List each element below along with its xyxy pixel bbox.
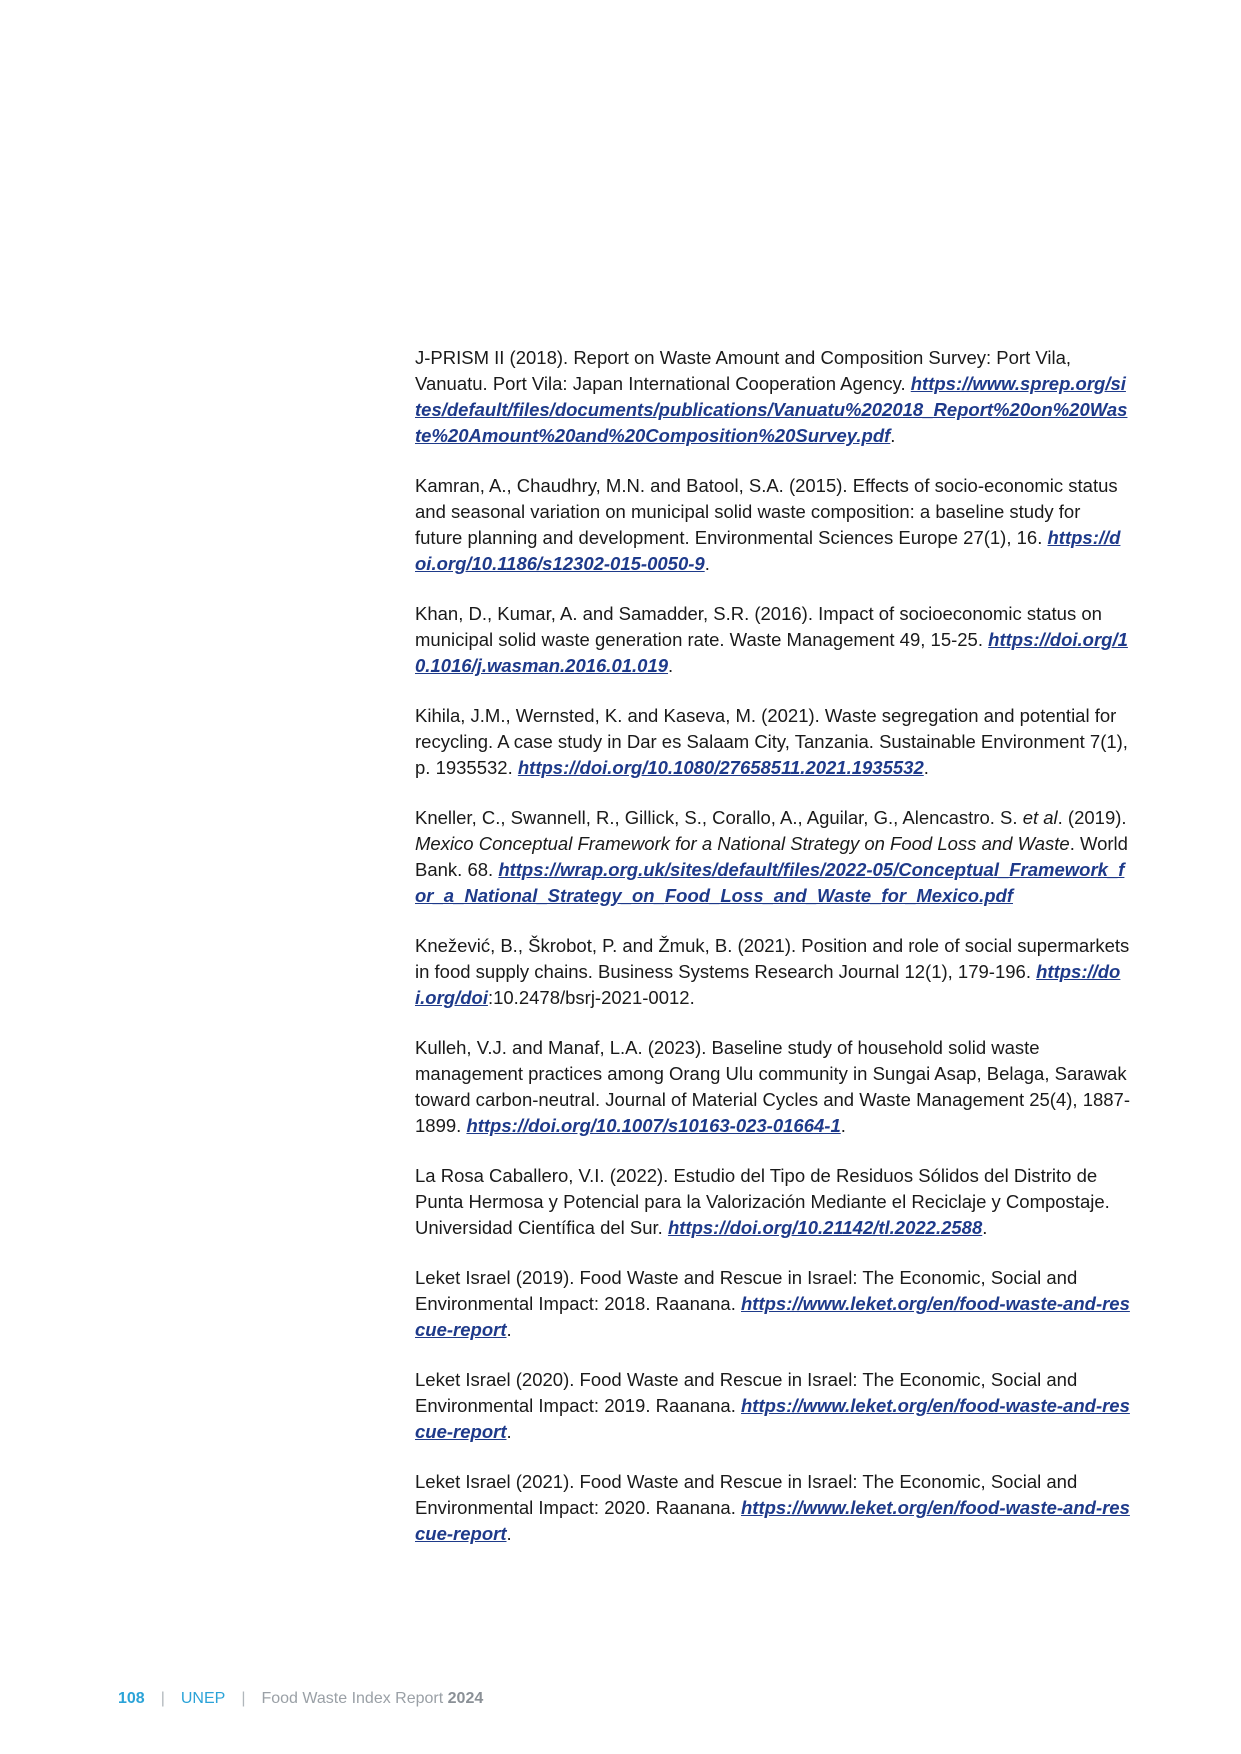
reference-link[interactable]: https://www.leket.org/en/food-waste-and-rescue-report <box>415 1497 1130 1544</box>
reference-link[interactable]: https://doi.org/10.1007/s10163-023-01664-1 <box>466 1115 841 1136</box>
reference-leket-2021: Leket Israel (2021). Food Waste and Rescue in Israel: The Economic, Social and Environmental Impact: 2020. Raanana. https://www.leket.org/en/food-waste-and-rescue-report. <box>415 1471 1130 1544</box>
reference-kulleh-2023: Kulleh, V.J. and Manaf, L.A. (2023). Baseline study of household solid waste management practices among Orang Ulu community in Sungai Asap, Belaga, Sarawak toward carbon-neutral. Journal of Material Cycles and Waste Management 25(4), 1887-1899. https://doi.org/10.1007/s10163-023-01664-1. <box>415 1037 1131 1136</box>
page-number: 108 <box>118 1690 145 1707</box>
reference-link[interactable]: https://www.leket.org/en/food-waste-and-rescue-report <box>415 1395 1130 1442</box>
reference-link[interactable]: https://doi.org/10.21142/tl.2022.2588 <box>667 1217 983 1238</box>
page-footer <box>118 1690 483 1708</box>
reference-jprism-2018: J-PRISM II (2018). Report on Waste Amount and Composition Survey: Port Vila, Vanuatu. Port Vila: Japan International Cooperation Agency. https://www.sprep.org/sites/default/files/documents/publications/Vanuatu%202018_Report%20on%20Waste%20Amount%20and%20Composition%20Survey.pdf. <box>415 347 1128 446</box>
reference-leket-2020: Leket Israel (2020). Food Waste and Rescue in Israel: The Economic, Social and Environmental Impact: 2019. Raanana. https://www.leket.org/en/food-waste-and-rescue-report. <box>415 1369 1130 1442</box>
reference-link[interactable]: https://wrap.org.uk/sites/default/files/2022-05/Conceptual_Framework_for_a_National_Strategy_on_Food_Loss_and_Waste_for_Mexico.pdf <box>415 859 1125 906</box>
reference-link[interactable]: https://doi.org/10.1016/j.wasman.2016.01.019 <box>415 629 1128 676</box>
reference-khan-2016: Khan, D., Kumar, A. and Samadder, S.R. (2016). Impact of socioeconomic status on municipal solid waste generation rate. Waste Management 49, 15-25. https://doi.org/10.1016/j.wasman.2016.01.019. <box>415 603 1128 676</box>
footer-report-year: 2024 <box>447 1690 484 1707</box>
footer-org: UNEP <box>180 1690 226 1707</box>
reference-kamran-2015: Kamran, A., Chaudhry, M.N. and Batool, S.A. (2015). Effects of socio-economic status and seasonal variation on municipal solid waste composition: a baseline study for future planning and development. Environmental Sciences Europe 27(1), 16. https://doi.org/10.1186/s12302-015-0050-9. <box>415 475 1121 574</box>
footer-separator: | <box>241 1690 246 1707</box>
reference-link[interactable]: https://www.leket.org/en/food-waste-and-rescue-report <box>415 1293 1130 1340</box>
reference-larosa-2022: La Rosa Caballero, V.I. (2022). Estudio del Tipo de Residuos Sólidos del Distrito de Punta Hermosa y Potencial para la Valorización Mediante el Reciclaje y Compostaje. Universidad Científica del Sur. https://doi.org/10.21142/tl.2022.2588. <box>415 1165 1110 1238</box>
reference-list <box>415 345 1130 1571</box>
reference-link[interactable]: https://doi.org/10.1186/s12302-015-0050-9 <box>415 527 1121 574</box>
reference-knezevic-2021: Knežević, B., Škrobot, P. and Žmuk, B. (2021). Position and role of social supermarkets in food supply chains. Business Systems Research Journal 12(1), 179-196. https://doi.org/doi:10.2478/bsrj-2021-0012. <box>415 935 1130 1008</box>
reference-leket-2019: Leket Israel (2019). Food Waste and Rescue in Israel: The Economic, Social and Environmental Impact: 2018. Raanana. https://www.leket.org/en/food-waste-and-rescue-report. <box>415 1267 1130 1340</box>
reference-link[interactable]: https://doi.org/doi <box>415 961 1121 1008</box>
reference-link[interactable]: https://www.sprep.org/sites/default/files/documents/publications/Vanuatu%202018_Report%20on%20Waste%20Amount%20and%20Composition%20Survey.pdf <box>415 373 1128 446</box>
footer-separator: | <box>160 1690 165 1707</box>
footer-report-title: Food Waste Index Report <box>261 1690 448 1707</box>
reference-link[interactable]: https://doi.org/10.1080/27658511.2021.1935532 <box>517 757 924 778</box>
reference-kneller-2019: Kneller, C., Swannell, R., Gillick, S., Corallo, A., Aguilar, G., Alencastro. S. et al. (2019). Mexico Conceptual Framework for a National Strategy on Food Loss and Waste. World Bank. 68. https://wrap.org.uk/sites/default/files/2022-05/Conceptual_Framework_for_a_National_Strategy_on_Food_Loss_and_Waste_for_Mexico.pdf <box>415 807 1128 906</box>
reference-kihila-2021: Kihila, J.M., Wernsted, K. and Kaseva, M. (2021). Waste segregation and potential for recycling. A case study in Dar es Salaam City, Tanzania. Sustainable Environment 7(1), p. 1935532. https://doi.org/10.1080/27658511.2021.1935532. <box>415 705 1128 778</box>
